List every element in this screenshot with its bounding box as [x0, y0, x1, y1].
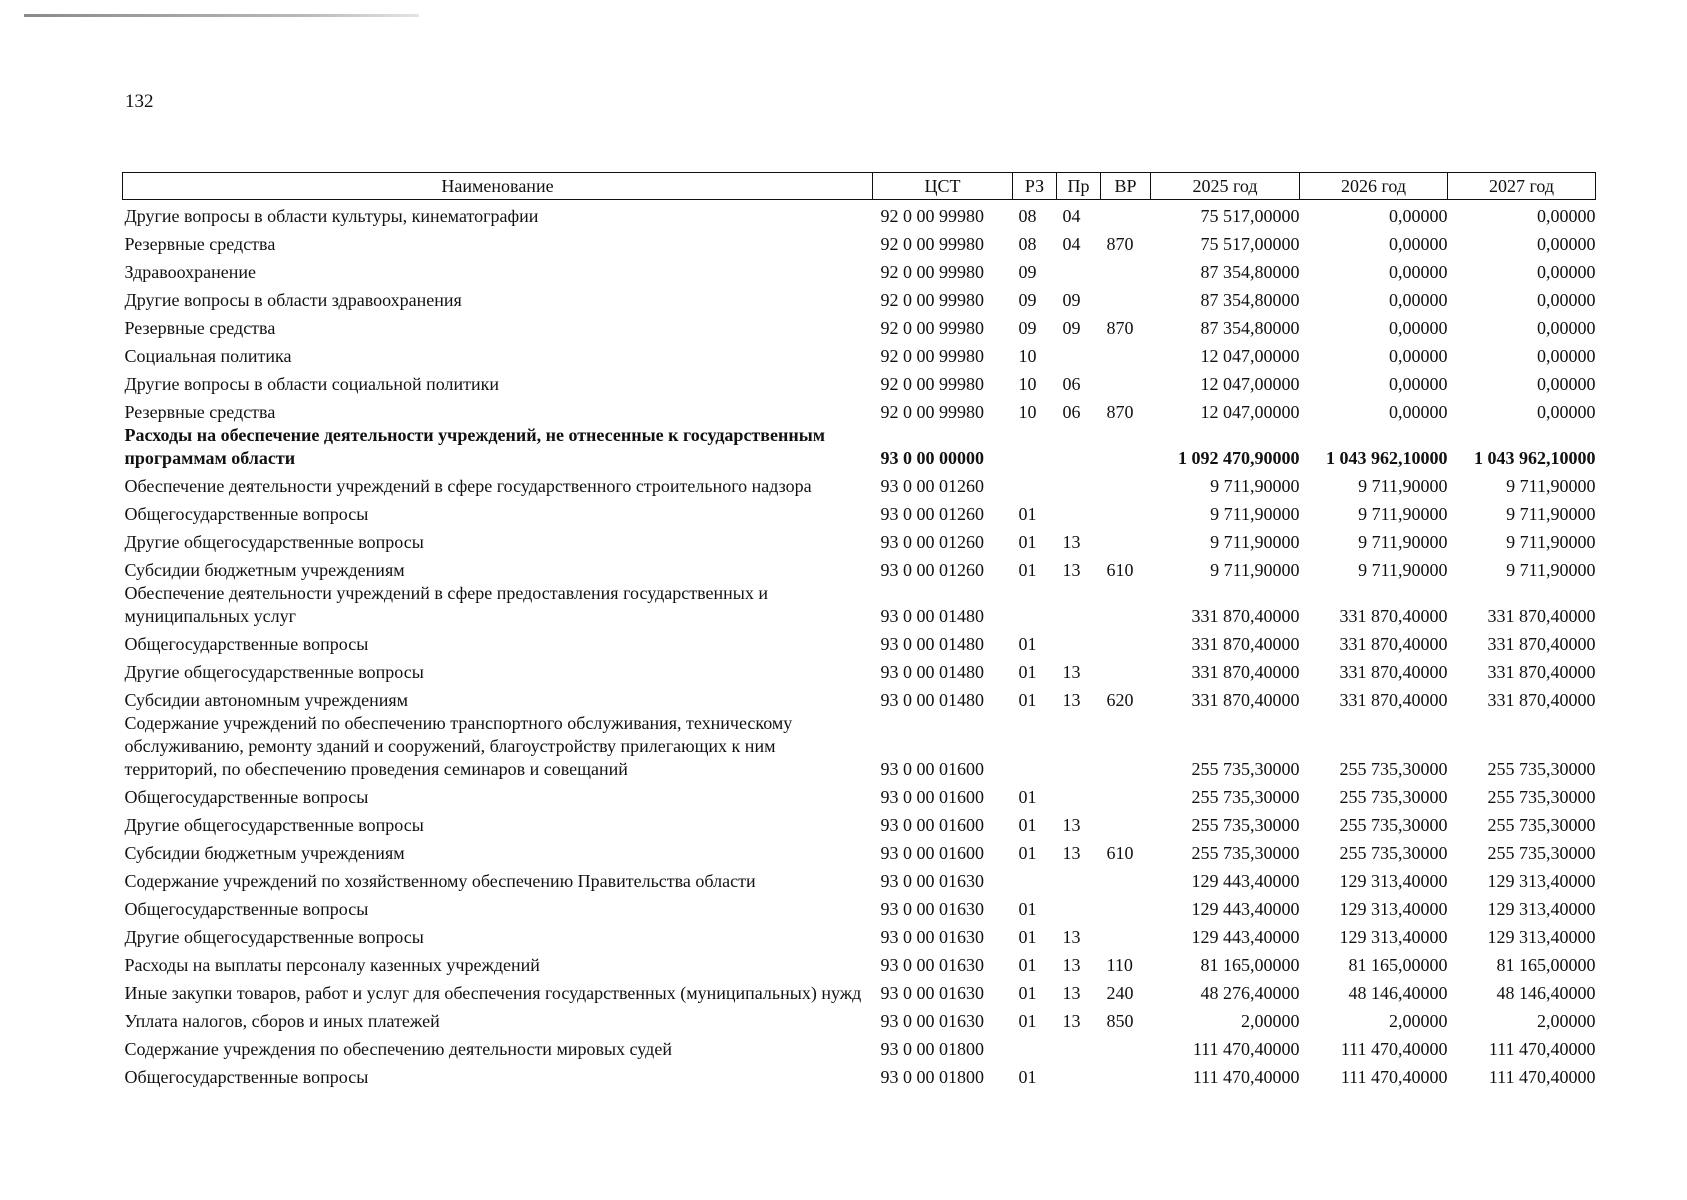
header-2025: 2025 год: [1151, 173, 1300, 200]
row-amount-2027: 0,00000: [1537, 402, 1596, 422]
row-cst: 92 0 00 99980: [880, 318, 984, 338]
row-name: Другие вопросы в области культуры, кинематографии: [124, 206, 539, 226]
row-pr: 04: [1062, 234, 1081, 254]
row-amount-2025: 331 870,40000: [1191, 690, 1300, 710]
row-amount-2025: 9 711,90000: [1210, 560, 1300, 580]
row-cst: 93 0 00 01800: [880, 1039, 984, 1059]
row-rz: 10: [1018, 374, 1037, 394]
row-vr: [1101, 712, 1151, 781]
row-pr: 13: [1062, 1011, 1081, 1031]
row-vr: [1101, 582, 1151, 628]
header-name: Наименование: [123, 173, 873, 200]
header-cst: ЦСТ: [873, 173, 1013, 200]
row-amount-2027: 0,00000: [1537, 346, 1596, 366]
row-rz: 01: [1018, 983, 1037, 1003]
row-amount-2025: 9 711,90000: [1210, 532, 1300, 552]
row-name: Резервные средства: [124, 234, 276, 254]
row-name: Резервные средства: [124, 402, 276, 422]
row-rz: 01: [1018, 955, 1037, 975]
row-cst: 93 0 00 01480: [880, 662, 984, 682]
row-vr: [1101, 893, 1151, 921]
row-cst: 93 0 00 01480: [880, 634, 984, 654]
row-amount-2026: 331 870,40000: [1339, 634, 1448, 654]
row-cst: 93 0 00 01630: [880, 899, 984, 919]
row-cst: 93 0 00 01630: [880, 1011, 984, 1031]
row-amount-2026: 0,00000: [1389, 234, 1448, 254]
row-cst: 93 0 00 01600: [880, 759, 984, 779]
row-pr: 13: [1062, 843, 1081, 863]
table-row: [123, 228, 1596, 256]
row-pr: 13: [1062, 927, 1081, 947]
row-amount-2026: 331 870,40000: [1339, 690, 1448, 710]
row-amount-2025: 12 047,00000: [1200, 374, 1300, 394]
row-amount-2027: 0,00000: [1537, 262, 1596, 282]
header-rz: РЗ: [1013, 173, 1057, 200]
row-vr: [1101, 1061, 1151, 1089]
row-vr: [1101, 470, 1151, 498]
row-name: Социальная политика: [124, 346, 292, 366]
row-amount-2025: 12 047,00000: [1200, 402, 1300, 422]
row-cst: 92 0 00 99980: [880, 346, 984, 366]
row-amount-2026: 331 870,40000: [1339, 662, 1448, 682]
row-cst: 93 0 00 01800: [880, 1067, 984, 1087]
row-amount-2026: 111 470,40000: [1340, 1039, 1448, 1059]
row-name: Общегосударственные вопросы: [124, 504, 369, 524]
row-vr: [1101, 498, 1151, 526]
row-vr: [1101, 284, 1151, 312]
row-name: Расходы на выплаты персоналу казенных учреждений: [124, 955, 540, 975]
row-rz: 01: [1018, 634, 1037, 654]
row-pr: [1057, 628, 1101, 656]
row-amount-2027: 255 735,30000: [1487, 843, 1596, 863]
row-name: Содержание учреждений по обеспечению транспортного обслуживания, техническому обслуживанию, ремонту зданий и сооружений, благоустройству прилегающих к ним территорий, по обеспечению проведения семинаров и совещаний: [124, 713, 793, 779]
row-pr: 13: [1062, 560, 1081, 580]
row-rz: 01: [1018, 690, 1037, 710]
row-amount-2026: 0,00000: [1389, 290, 1448, 310]
table-row: [123, 837, 1596, 865]
row-rz: [1013, 424, 1057, 470]
table-row: [123, 684, 1596, 712]
table-row: [123, 498, 1596, 526]
row-amount-2027: 9 711,90000: [1506, 476, 1596, 496]
row-vr: [1101, 526, 1151, 554]
row-cst: 92 0 00 99980: [880, 262, 984, 282]
row-cst: 93 0 00 01630: [880, 955, 984, 975]
row-pr: [1057, 781, 1101, 809]
row-amount-2025: 129 443,40000: [1191, 927, 1300, 947]
table-row: [123, 1033, 1596, 1061]
table-row: [123, 256, 1596, 284]
row-pr: [1057, 1033, 1101, 1061]
row-vr: 850: [1106, 1011, 1134, 1031]
row-vr: [1101, 424, 1151, 470]
table-row: [123, 526, 1596, 554]
row-name: Другие общегосударственные вопросы: [124, 662, 424, 682]
row-vr: [1101, 921, 1151, 949]
row-amount-2026: 81 165,00000: [1348, 955, 1448, 975]
row-rz: 01: [1018, 560, 1037, 580]
row-name: Субсидии автономным учреждениям: [124, 690, 409, 710]
table-row: [123, 312, 1596, 340]
row-amount-2025: 1 092 470,90000: [1178, 448, 1300, 468]
row-pr: 13: [1062, 532, 1081, 552]
row-amount-2027: 0,00000: [1537, 206, 1596, 226]
row-amount-2026: 129 313,40000: [1339, 899, 1448, 919]
row-vr: 110: [1106, 955, 1133, 975]
row-vr: 610: [1106, 843, 1134, 863]
row-amount-2026: 48 146,40000: [1348, 983, 1448, 1003]
header-2026: 2026 год: [1300, 173, 1448, 200]
row-name: Общегосударственные вопросы: [124, 1067, 369, 1087]
table-row: [123, 470, 1596, 498]
row-pr: [1057, 256, 1101, 284]
row-amount-2025: 111 470,40000: [1192, 1067, 1300, 1087]
row-name: Содержание учреждений по хозяйственному обеспечению Правительства области: [124, 871, 756, 891]
table-row: [123, 949, 1596, 977]
row-cst: 93 0 00 01630: [880, 983, 984, 1003]
row-amount-2025: 2,00000: [1241, 1011, 1300, 1031]
table-row: [123, 628, 1596, 656]
row-amount-2025: 331 870,40000: [1191, 606, 1300, 626]
table-row: [123, 921, 1596, 949]
row-vr: 870: [1106, 402, 1134, 422]
row-amount-2026: 9 711,90000: [1358, 504, 1448, 524]
row-amount-2025: 75 517,00000: [1200, 206, 1300, 226]
row-rz: 10: [1018, 402, 1037, 422]
row-pr: 13: [1062, 815, 1081, 835]
row-amount-2026: 255 735,30000: [1339, 787, 1448, 807]
row-amount-2026: 255 735,30000: [1339, 759, 1448, 779]
row-vr: 240: [1106, 983, 1134, 1003]
row-rz: 01: [1018, 532, 1037, 552]
row-amount-2025: 111 470,40000: [1192, 1039, 1300, 1059]
row-pr: 06: [1062, 374, 1081, 394]
table-row: [123, 284, 1596, 312]
row-cst: 93 0 00 01260: [880, 504, 984, 524]
row-name: Обеспечение деятельности учреждений в сфере предоставления государственных и муниципальных услуг: [124, 583, 768, 626]
row-amount-2027: 331 870,40000: [1487, 690, 1596, 710]
row-name: Обеспечение деятельности учреждений в сфере государственного строительного надзора: [124, 476, 812, 496]
row-name: Уплата налогов, сборов и иных платежей: [124, 1011, 440, 1031]
table-row: [123, 977, 1596, 1005]
row-pr: 09: [1062, 318, 1081, 338]
row-rz: 09: [1018, 318, 1037, 338]
table-row: [123, 582, 1596, 628]
row-amount-2027: 9 711,90000: [1506, 532, 1596, 552]
row-vr: [1101, 781, 1151, 809]
table-row: [123, 424, 1596, 470]
row-amount-2025: 255 735,30000: [1191, 843, 1300, 863]
row-rz: 01: [1018, 504, 1037, 524]
row-amount-2026: 129 313,40000: [1339, 871, 1448, 891]
row-amount-2026: 9 711,90000: [1358, 560, 1448, 580]
row-amount-2027: 111 470,40000: [1488, 1039, 1596, 1059]
row-amount-2026: 0,00000: [1389, 374, 1448, 394]
row-amount-2026: 0,00000: [1389, 318, 1448, 338]
row-rz: 01: [1018, 899, 1037, 919]
row-amount-2027: 9 711,90000: [1506, 560, 1596, 580]
table-row: [123, 656, 1596, 684]
row-rz: [1013, 712, 1057, 781]
row-cst: 93 0 00 01260: [880, 476, 984, 496]
budget-table: [122, 172, 1596, 1089]
row-amount-2026: 0,00000: [1389, 402, 1448, 422]
row-rz: 01: [1018, 662, 1037, 682]
page-number: 132: [125, 91, 154, 112]
row-vr: [1101, 200, 1151, 229]
table-row: [123, 340, 1596, 368]
row-amount-2025: 129 443,40000: [1191, 899, 1300, 919]
row-amount-2025: 331 870,40000: [1191, 634, 1300, 654]
row-pr: [1057, 470, 1101, 498]
row-name: Общегосударственные вопросы: [124, 634, 369, 654]
row-amount-2026: 2,00000: [1389, 1011, 1448, 1031]
row-cst: 93 0 00 01260: [880, 560, 984, 580]
row-cst: 93 0 00 01630: [880, 927, 984, 947]
row-amount-2026: 255 735,30000: [1339, 815, 1448, 835]
row-name: Другие общегосударственные вопросы: [124, 532, 424, 552]
row-rz: 01: [1018, 843, 1037, 863]
row-vr: [1101, 809, 1151, 837]
row-cst: 93 0 00 01630: [880, 871, 984, 891]
row-cst: 92 0 00 99980: [880, 374, 984, 394]
row-rz: 09: [1018, 262, 1037, 282]
row-vr: 610: [1106, 560, 1134, 580]
row-rz: [1013, 1033, 1057, 1061]
row-pr: [1057, 865, 1101, 893]
row-amount-2025: 87 354,80000: [1200, 318, 1300, 338]
row-name: Расходы на обеспечение деятельности учреждений, не отнесенные к государственным программам области: [124, 425, 826, 468]
row-amount-2027: 331 870,40000: [1487, 634, 1596, 654]
table-row: [123, 781, 1596, 809]
row-cst: 93 0 00 01480: [880, 690, 984, 710]
table-row: [123, 865, 1596, 893]
table-body: [123, 200, 1596, 1090]
row-vr: [1101, 368, 1151, 396]
row-vr: [1101, 865, 1151, 893]
row-amount-2026: 9 711,90000: [1358, 532, 1448, 552]
row-name: Другие общегосударственные вопросы: [124, 815, 424, 835]
row-amount-2026: 0,00000: [1389, 262, 1448, 282]
table-row: [123, 200, 1596, 229]
row-vr: 870: [1106, 318, 1134, 338]
row-amount-2026: 331 870,40000: [1339, 606, 1448, 626]
row-amount-2027: 255 735,30000: [1487, 787, 1596, 807]
row-pr: [1057, 498, 1101, 526]
row-amount-2027: 255 735,30000: [1487, 815, 1596, 835]
row-name: Субсидии бюджетным учреждениям: [124, 560, 405, 580]
row-amount-2026: 129 313,40000: [1339, 927, 1448, 947]
row-pr: [1057, 582, 1101, 628]
row-rz: 01: [1018, 1011, 1037, 1031]
row-amount-2027: 0,00000: [1537, 374, 1596, 394]
row-amount-2026: 9 711,90000: [1358, 476, 1448, 496]
header-vr: ВР: [1101, 173, 1151, 200]
row-amount-2025: 255 735,30000: [1191, 787, 1300, 807]
row-rz: 01: [1018, 815, 1037, 835]
row-vr: 870: [1106, 234, 1134, 254]
row-vr: 620: [1106, 690, 1134, 710]
row-amount-2025: 48 276,40000: [1200, 983, 1300, 1003]
row-pr: 09: [1062, 290, 1081, 310]
row-cst: 92 0 00 99980: [880, 402, 984, 422]
row-amount-2027: 129 313,40000: [1487, 899, 1596, 919]
row-amount-2025: 75 517,00000: [1200, 234, 1300, 254]
row-name: Здравоохранение: [124, 262, 257, 282]
row-pr: [1057, 893, 1101, 921]
row-vr: [1101, 340, 1151, 368]
row-pr: 04: [1062, 206, 1081, 226]
row-amount-2025: 87 354,80000: [1200, 262, 1300, 282]
row-amount-2027: 129 313,40000: [1487, 927, 1596, 947]
row-amount-2027: 1 043 962,10000: [1474, 448, 1596, 468]
row-amount-2027: 0,00000: [1537, 234, 1596, 254]
header-2027: 2027 год: [1448, 173, 1596, 200]
row-name: Содержание учреждения по обеспечению деятельности мировых судей: [124, 1039, 672, 1059]
row-amount-2027: 129 313,40000: [1487, 871, 1596, 891]
scan-artifact-line: [24, 14, 419, 17]
row-vr: [1101, 1033, 1151, 1061]
row-amount-2027: 111 470,40000: [1488, 1067, 1596, 1087]
row-name: Субсидии бюджетным учреждениям: [124, 843, 405, 863]
row-rz: 01: [1018, 787, 1037, 807]
row-pr: 13: [1062, 690, 1081, 710]
table-row: [123, 893, 1596, 921]
row-amount-2027: 9 711,90000: [1506, 504, 1596, 524]
row-rz: 10: [1018, 346, 1037, 366]
row-pr: [1057, 712, 1101, 781]
row-rz: 01: [1018, 1067, 1037, 1087]
row-rz: [1013, 470, 1057, 498]
row-pr: 13: [1062, 983, 1081, 1003]
row-amount-2027: 2,00000: [1537, 1011, 1596, 1031]
row-amount-2026: 1 043 962,10000: [1326, 448, 1448, 468]
row-amount-2026: 111 470,40000: [1340, 1067, 1448, 1087]
row-cst: 92 0 00 99980: [880, 206, 984, 226]
row-amount-2025: 87 354,80000: [1200, 290, 1300, 310]
row-amount-2026: 0,00000: [1389, 206, 1448, 226]
row-cst: 93 0 00 00000: [880, 448, 984, 468]
row-amount-2025: 9 711,90000: [1210, 504, 1300, 524]
row-pr: 13: [1062, 955, 1081, 975]
row-pr: [1057, 424, 1101, 470]
table-row: [123, 1005, 1596, 1033]
row-amount-2027: 331 870,40000: [1487, 606, 1596, 626]
row-rz: 08: [1018, 234, 1037, 254]
row-amount-2027: 0,00000: [1537, 318, 1596, 338]
table-header-row: [123, 173, 1596, 200]
row-amount-2025: 129 443,40000: [1191, 871, 1300, 891]
row-vr: [1101, 628, 1151, 656]
row-vr: [1101, 256, 1151, 284]
row-amount-2026: 0,00000: [1389, 346, 1448, 366]
row-pr: 13: [1062, 662, 1081, 682]
row-pr: [1057, 1061, 1101, 1089]
row-cst: 93 0 00 01260: [880, 532, 984, 552]
row-amount-2025: 331 870,40000: [1191, 662, 1300, 682]
table-row: [123, 554, 1596, 582]
header-pr: Пр: [1057, 173, 1101, 200]
row-cst: 92 0 00 99980: [880, 290, 984, 310]
row-amount-2026: 255 735,30000: [1339, 843, 1448, 863]
row-cst: 93 0 00 01480: [880, 606, 984, 626]
row-name: Резервные средства: [124, 318, 276, 338]
row-cst: 93 0 00 01600: [880, 787, 984, 807]
row-name: Иные закупки товаров, работ и услуг для обеспечения государственных (муниципальных) нужд: [124, 983, 862, 1003]
row-pr: [1057, 340, 1101, 368]
row-rz: 01: [1018, 927, 1037, 947]
row-name: Общегосударственные вопросы: [124, 787, 369, 807]
row-rz: [1013, 865, 1057, 893]
table-row: [123, 1061, 1596, 1089]
row-amount-2027: 0,00000: [1537, 290, 1596, 310]
row-cst: 92 0 00 99980: [880, 234, 984, 254]
row-amount-2027: 81 165,00000: [1496, 955, 1596, 975]
row-amount-2025: 81 165,00000: [1200, 955, 1300, 975]
row-rz: 09: [1018, 290, 1037, 310]
row-pr: 06: [1062, 402, 1081, 422]
row-name: Другие вопросы в области здравоохранения: [124, 290, 462, 310]
row-name: Общегосударственные вопросы: [124, 899, 369, 919]
row-vr: [1101, 656, 1151, 684]
row-amount-2025: 255 735,30000: [1191, 759, 1300, 779]
table-row: [123, 712, 1596, 781]
row-amount-2025: 12 047,00000: [1200, 346, 1300, 366]
row-rz: [1013, 582, 1057, 628]
table-row: [123, 368, 1596, 396]
table-row: [123, 809, 1596, 837]
row-amount-2025: 255 735,30000: [1191, 815, 1300, 835]
row-name: Другие общегосударственные вопросы: [124, 927, 424, 947]
table-row: [123, 396, 1596, 424]
row-amount-2027: 48 146,40000: [1496, 983, 1596, 1003]
row-rz: 08: [1018, 206, 1037, 226]
row-amount-2025: 9 711,90000: [1210, 476, 1300, 496]
row-amount-2027: 255 735,30000: [1487, 759, 1596, 779]
row-amount-2027: 331 870,40000: [1487, 662, 1596, 682]
row-name: Другие вопросы в области социальной политики: [124, 374, 500, 394]
row-cst: 93 0 00 01600: [880, 815, 984, 835]
row-cst: 93 0 00 01600: [880, 843, 984, 863]
